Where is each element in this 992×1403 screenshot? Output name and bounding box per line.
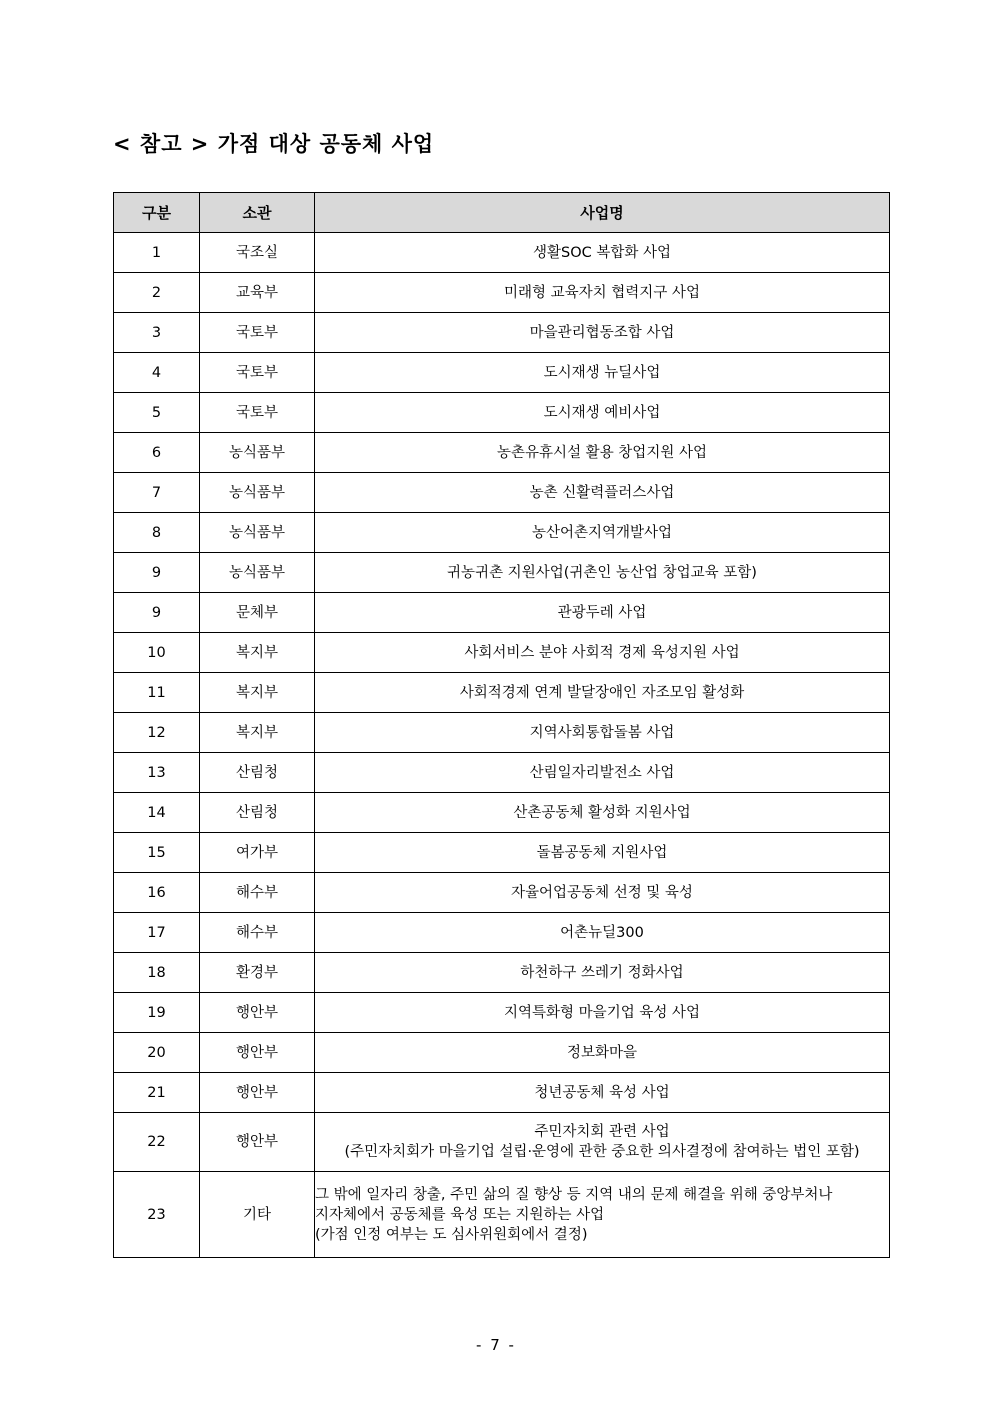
row-program-name: 농촌유휴시설 활용 창업지원 사업 [315,433,890,473]
row-program-name: 어촌뉴딜300 [315,913,890,953]
row-department: 해수부 [200,913,315,953]
table-row [114,913,890,953]
table-row [114,233,890,273]
row-department: 복지부 [200,713,315,753]
row-number: 5 [114,393,200,433]
table-row [114,473,890,513]
row-number: 16 [114,873,200,913]
row-number: 11 [114,673,200,713]
row-department: 기타 [200,1172,315,1258]
row-program-name: 도시재생 뉴딜사업 [315,353,890,393]
row-department: 여가부 [200,833,315,873]
row-program-name: 사회서비스 분야 사회적 경제 육성지원 사업 [315,633,890,673]
row-department: 농식품부 [200,433,315,473]
table-row [114,513,890,553]
row-program-name: 관광두레 사업 [315,593,890,633]
row-program-name: 돌봄공동체 지원사업 [315,833,890,873]
row-number: 2 [114,273,200,313]
table-row [114,313,890,353]
table-row [114,993,890,1033]
row-number: 14 [114,793,200,833]
row-number: 8 [114,513,200,553]
row-program-name: 도시재생 예비사업 [315,393,890,433]
row-number: 3 [114,313,200,353]
page-title: < 참고 > 가점 대상 공동체 사업 [113,132,435,156]
table-row [114,753,890,793]
row-department: 복지부 [200,673,315,713]
table-row [114,673,890,713]
program-name-line: 주민자치회 관련 사업 [534,1124,670,1140]
row-number: 9 [114,593,200,633]
program-name-note: (주민자치회가 마을기업 설립·운영에 관한 중요한 의사결정에 참여하는 법인 포함) [344,1144,860,1160]
page-number: - 7 - [476,1336,516,1354]
row-department: 국토부 [200,353,315,393]
table-row [114,593,890,633]
row-department: 농식품부 [200,553,315,593]
row-department: 농식품부 [200,473,315,513]
row-department: 복지부 [200,633,315,673]
row-department: 산림청 [200,793,315,833]
row-department: 환경부 [200,953,315,993]
table-row [114,553,890,593]
row-department: 농식품부 [200,513,315,553]
row-number: 21 [114,1073,200,1113]
row-number: 17 [114,913,200,953]
program-name-note: (가점 인정 여부는 도 심사위원회에서 결정) [315,1226,588,1243]
row-program-name: 마을관리협동조합 사업 [315,313,890,353]
row-program-name: 산촌공동체 활성화 지원사업 [315,793,890,833]
row-program-name: 지역사회통합돌봄 사업 [315,713,890,753]
row-program-name: 농산어촌지역개발사업 [315,513,890,553]
header-category: 구분 [114,193,200,233]
row-department: 행안부 [200,1113,315,1172]
row-department: 국토부 [200,313,315,353]
row-program-name: 정보화마을 [315,1033,890,1073]
header-department: 소관 [200,193,315,233]
row-number: 9 [114,553,200,593]
table-header-row [114,193,890,233]
row-number: 12 [114,713,200,753]
table-row [114,273,890,313]
row-department: 행안부 [200,1073,315,1113]
table-row [114,1113,890,1172]
row-number: 13 [114,753,200,793]
row-number: 19 [114,993,200,1033]
row-number: 7 [114,473,200,513]
table-row [114,393,890,433]
row-number: 18 [114,953,200,993]
header-program-name: 사업명 [315,193,890,233]
table-row [114,873,890,913]
row-department: 해수부 [200,873,315,913]
table-row [114,1172,890,1258]
row-program-name: 하천하구 쓰레기 정화사업 [315,953,890,993]
row-department: 국조실 [200,233,315,273]
row-program-name [315,1113,890,1172]
row-program-name: 농촌 신활력플러스사업 [315,473,890,513]
program-name-line: 그 밖에 일자리 창출, 주민 삶의 질 향상 등 지역 내의 문제 해결을 위해 중앙부처나 [315,1186,833,1203]
table-row [114,433,890,473]
row-number: 20 [114,1033,200,1073]
row-number: 22 [114,1113,200,1172]
table-row [114,953,890,993]
row-program-name [315,1172,890,1258]
row-program-name: 미래형 교육자치 협력지구 사업 [315,273,890,313]
row-department: 교육부 [200,273,315,313]
row-number: 4 [114,353,200,393]
row-number: 10 [114,633,200,673]
row-number: 15 [114,833,200,873]
row-program-name: 청년공동체 육성 사업 [315,1073,890,1113]
row-department: 산림청 [200,753,315,793]
row-program-name: 자율어업공동체 선정 및 육성 [315,873,890,913]
row-program-name: 지역특화형 마을기업 육성 사업 [315,993,890,1033]
table-row [114,1033,890,1073]
table-row [114,833,890,873]
row-number: 1 [114,233,200,273]
program-table [113,192,890,1258]
table-row [114,713,890,753]
row-program-name: 귀농귀촌 지원사업(귀촌인 농산업 창업교육 포함) [315,553,890,593]
table-row [114,353,890,393]
program-name-line: 지자체에서 공동체를 육성 또는 지원하는 사업 [315,1206,605,1223]
row-department: 국토부 [200,393,315,433]
row-program-name: 산림일자리발전소 사업 [315,753,890,793]
row-program-name: 사회적경제 연계 발달장애인 자조모임 활성화 [315,673,890,713]
row-department: 행안부 [200,1033,315,1073]
row-program-name: 생활SOC 복합화 사업 [315,233,890,273]
table-row [114,1073,890,1113]
table-row [114,793,890,833]
row-number: 6 [114,433,200,473]
row-department: 문체부 [200,593,315,633]
row-number: 23 [114,1172,200,1258]
row-department: 행안부 [200,993,315,1033]
table-row [114,633,890,673]
